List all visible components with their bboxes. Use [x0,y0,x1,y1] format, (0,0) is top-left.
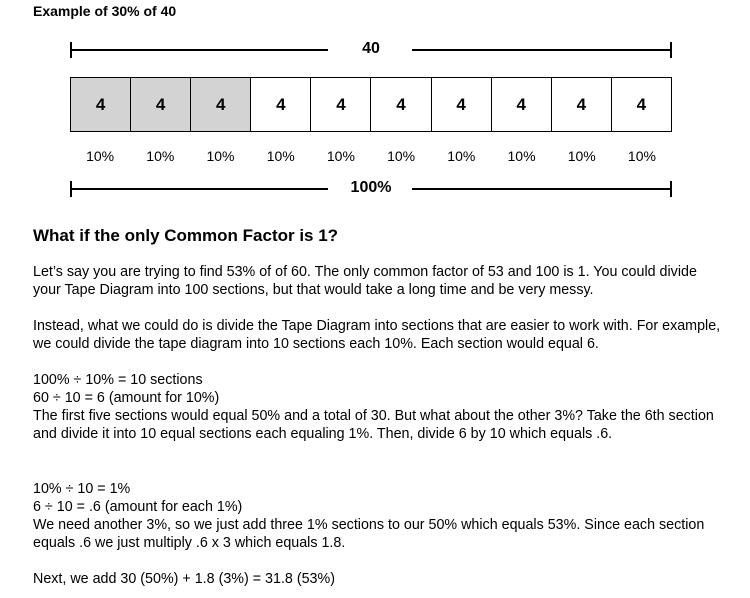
percent-label: 10% [86,148,115,164]
line-left-segment [70,49,328,51]
tape-cell: 4 [311,78,371,131]
tape-cell: 4 [612,78,671,131]
percent-label: 10% [326,148,355,164]
line-right-segment [412,188,672,190]
total-percent-label: 100% [350,179,392,196]
percent-label-row [70,148,672,164]
percent-label: 10% [206,148,235,164]
paragraph-ten-sections: 100% ÷ 10% = 10 sections 60 ÷ 10 = 6 (amount for 10%) The first five sections would equal 50% and a total of 30. But what about the other 3%? Take the 6th section and divide it into 10 equal sections each equaling 1%. Then, divide 6 by 10 which equals .6. [33,372,714,442]
line-right-cap [670,42,672,58]
percent-label: 10% [146,148,175,164]
percent-label: 10% [387,148,416,164]
tape-cell: 4 [371,78,431,131]
paragraph-conclusion: Next, we add 30 (50%) + 1.8 (3%) = 31.8 (53%) [33,571,335,587]
paragraph-one-percent: 10% ÷ 10 = 1% 6 ÷ 10 = .6 (amount for each 1%) We need another 3%, so we just add three 1% sections to our 50% which equals 53%. Since each section equals .6 we just multiply .6 x 3 which equals 1.8. [33,481,705,551]
tape-cell: 4 [492,78,552,131]
line-left-segment [70,188,328,190]
tape-cell: 4 [432,78,492,131]
percent-label: 10% [627,148,656,164]
tape-diagram [70,77,672,132]
percent-label: 10% [266,148,295,164]
paragraph-intro: Let’s say you are trying to find 53% of of 60. The only common factor of 53 and 100 is 1. You could divide your Tape Diagram into 100 sections, but that would take a long time and be very messy. [33,264,697,298]
total-percent-line [70,181,672,197]
line-right-segment [412,49,672,51]
tape-cell: 4 [191,78,251,131]
tape-cell: 4 [552,78,612,131]
section-heading: What if the only Common Factor is 1? [33,226,339,245]
percent-label: 10% [507,148,536,164]
tape-cell: 4 [251,78,311,131]
line-right-cap [670,181,672,197]
tape-cell: 4 [71,78,131,131]
percent-label: 10% [567,148,596,164]
example-title: Example of 30% of 40 [33,3,177,19]
paragraph-instead: Instead, what we could do is divide the Tape Diagram into sections that are easier to work with. For example, we could divide the tape diagram into 10 sections each 10%. Each section would equal 6. [33,318,721,352]
percent-label: 10% [447,148,476,164]
tape-cell: 4 [131,78,191,131]
total-value-line [70,42,672,58]
total-value-label: 40 [362,40,380,57]
